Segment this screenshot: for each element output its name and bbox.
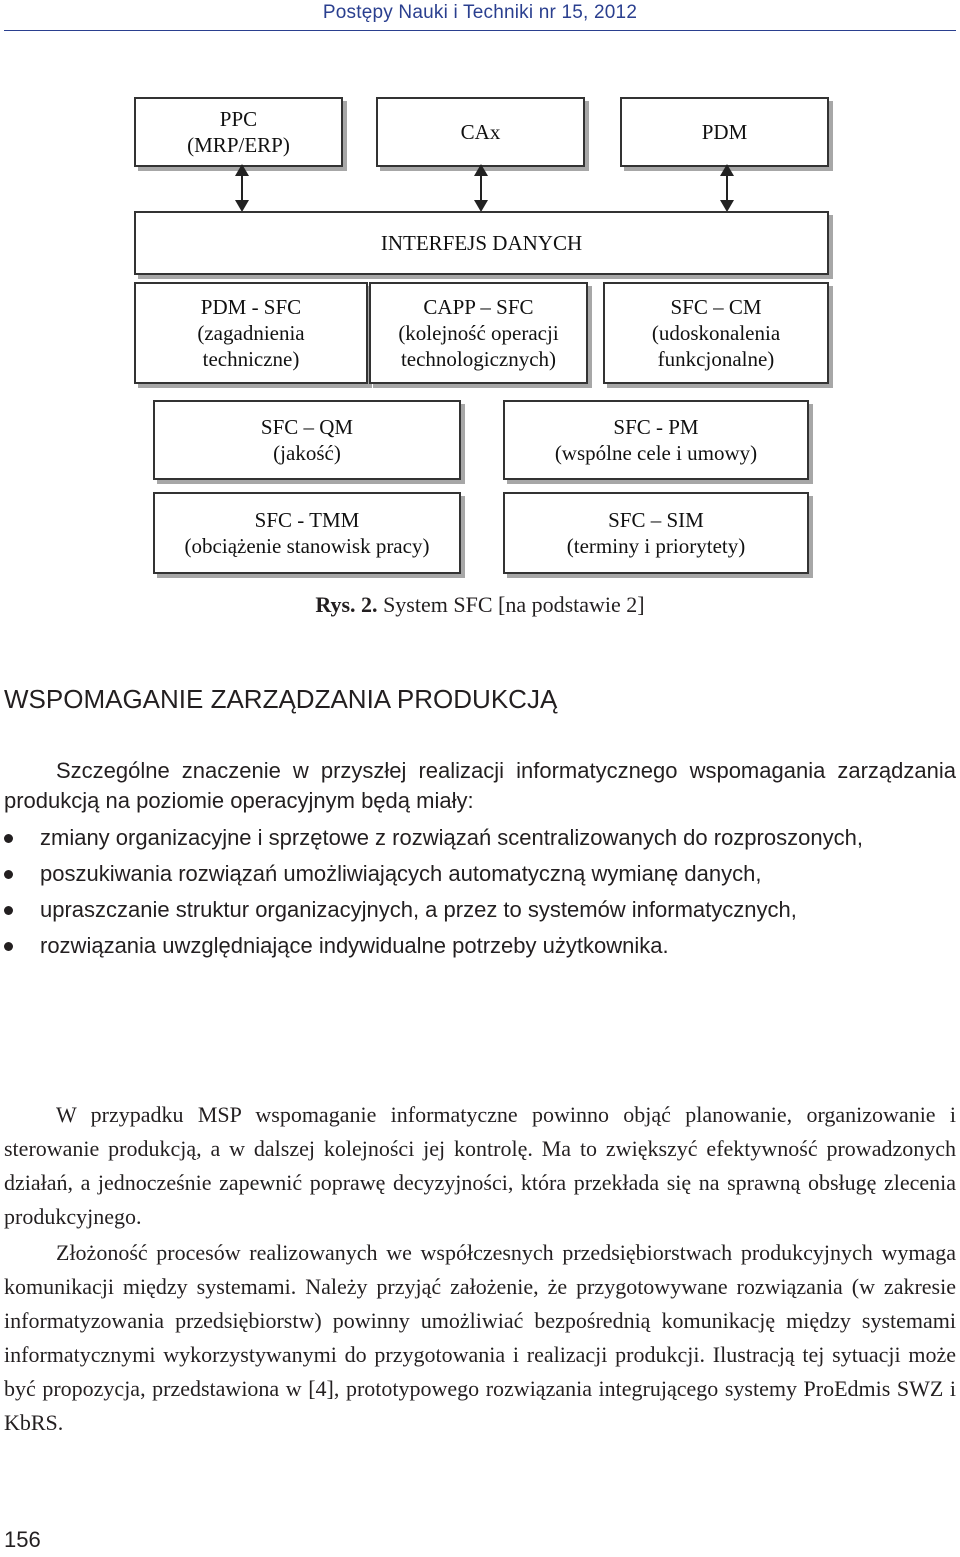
- box-line: (kolejność operacji: [398, 320, 559, 345]
- list-item: [0, 820, 956, 856]
- figure-label: Rys. 2.: [315, 592, 378, 617]
- box-line: SFC - TMM: [254, 507, 360, 532]
- box-line: technologicznych): [400, 347, 557, 372]
- box-line: PDM: [701, 119, 748, 144]
- box-capp-sfc: [369, 282, 588, 384]
- page-number: 156: [4, 1527, 41, 1552]
- bullet-list: [0, 820, 956, 964]
- list-item-text: zmiany organizacyjne i sprzętowe z rozwiązań scentralizowanych do rozproszonych,: [40, 825, 863, 850]
- double-arrow-icon: [230, 164, 254, 212]
- box-pdm-sfc: [134, 282, 368, 384]
- box-line: PPC: [219, 106, 258, 131]
- list-item-text: upraszczanie struktur organizacyjnych, a przez to systemów informatycznych,: [40, 897, 797, 922]
- box-cax: [376, 97, 585, 167]
- intro-paragraph: Szczególne znaczenie w przyszłej realizacji informatycznego wspomagania zarządzania produkcją na poziomie operacyjnym będą miały:: [4, 758, 956, 813]
- box-line: (zagadnienia: [197, 320, 305, 345]
- figure-caption-text: System SFC [na podstawie 2]: [383, 592, 645, 617]
- figure-caption: [0, 592, 960, 618]
- box-ppc: [134, 97, 343, 167]
- bullet-icon: [4, 906, 13, 915]
- box-line: (udoskonalenia: [651, 320, 781, 345]
- box-line: (terminy i priorytety): [566, 534, 746, 558]
- journal-header: Postępy Nauki i Techniki nr 15, 2012: [322, 2, 638, 23]
- box-line: SFC – QM: [260, 414, 354, 439]
- box-line: (wspólne cele i umowy): [554, 441, 758, 465]
- list-item: [0, 928, 956, 964]
- list-item-text: rozwiązania uwzględniające indywidualne potrzeby użytkownika.: [40, 933, 669, 958]
- list-item-text: poszukiwania rozwiązań umożliwiających automatyczną wymianę danych,: [40, 861, 762, 886]
- box-line: funkcjonalne): [657, 347, 775, 372]
- box-sfc-sim: [503, 492, 809, 574]
- box-line: SFC - PM: [613, 414, 699, 439]
- box-line: CAx: [460, 119, 501, 144]
- box-line: SFC – CM: [670, 294, 762, 319]
- box-interfejs-danych: [134, 211, 829, 275]
- body-paragraph-2: Złożoność procesów realizowanych we współczesnych przedsiębiorstwach produkcyjnych wymaga komunikacji między systemami. Należy przyjąć założenie, że przygotowywane rozwiązania (w zakresie informatyzowania przedsiębiorstw) powinny umożliwiać bezpośrednią komunikację między systemami informatycznymi wykorzystywanymi do przygotowania i realizacji produkcji. Ilustracją tej sytuacji może być propozycja, przedstawiona w [4], prototypowego rozwiązania integrującego systemy ProEdmis SWZ i KbRS.: [4, 1240, 956, 1435]
- box-sfc-qm: [153, 400, 461, 480]
- section-heading: WSPOMAGANIE ZARZĄDZANIA PRODUKCJĄ: [4, 684, 558, 714]
- bullet-icon: [4, 870, 13, 879]
- double-arrow-icon: [715, 164, 739, 212]
- bullet-icon: [4, 942, 13, 951]
- box-line: CAPP – SFC: [423, 294, 534, 319]
- box-sfc-cm: [603, 282, 829, 384]
- box-line: INTERFEJS DANYCH: [380, 230, 583, 255]
- box-sfc-pm: [503, 400, 809, 480]
- box-line: techniczne): [202, 347, 300, 372]
- box-sfc-tmm: [153, 492, 461, 574]
- box-line: (obciążenie stanowisk pracy): [184, 534, 430, 558]
- double-arrow-icon: [469, 164, 493, 212]
- bullet-icon: [4, 834, 13, 843]
- box-line: (MRP/ERP): [187, 133, 290, 157]
- list-item: [0, 856, 956, 892]
- box-line: SFC – SIM: [608, 507, 704, 532]
- body-paragraph-1: W przypadku MSP wspomaganie informatyczne powinno objąć planowanie, organizowanie i sterowanie produkcją, a w dalszej kolejności jej kontrolę. Ma to zwiększyć efektywność prowadzonych działań, a jednocześnie zapewnić poprawę decyzyjności, która przekłada się na sprawną obsługę zlecenia produkcyjnego.: [4, 1102, 956, 1229]
- list-item: [0, 892, 956, 928]
- header-rule: [4, 30, 956, 31]
- box-line: (jakość): [273, 441, 341, 465]
- box-line: PDM - SFC: [200, 294, 302, 319]
- box-pdm: [620, 97, 829, 167]
